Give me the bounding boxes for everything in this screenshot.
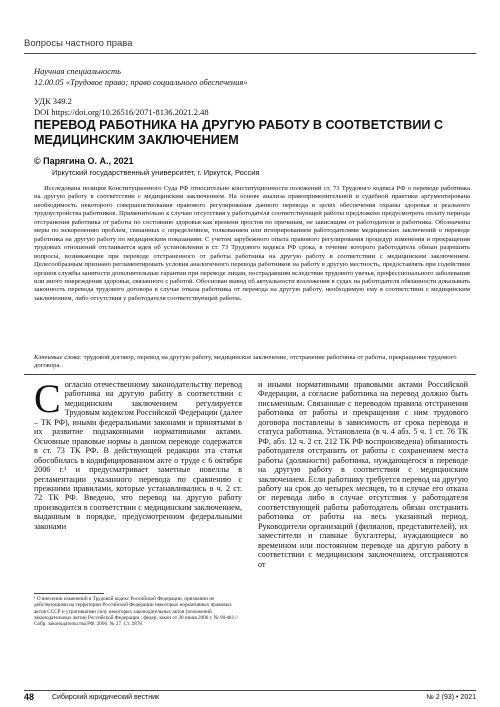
udc-code: УДК 349.2 — [34, 96, 72, 106]
drop-cap: С — [34, 380, 61, 421]
specialty-code: 12.00.05 «Трудовое право; право социального обеспечения» — [34, 77, 248, 87]
issue-number: № 2 (93) • 2021 — [426, 694, 476, 701]
section-header: Вопросы частного права — [24, 38, 133, 49]
body-column-left — [34, 380, 242, 590]
footnote-divider — [34, 593, 104, 594]
abstract: Исследована позиция Конституционного Суда РФ относительно конституционности положений ст. 73 Трудового кодекса РФ о переводе работника на другую работу в соответствии с медицинским заключением. На основе анализа правоприменительной и судебной практики аргументирована необходимость некоторого совершенствования правового регулирования данного перевода в целях обеспечения охраны здоровья и реального трудоустройства работников. Применительно к случаю отсутствия у работодателя соответствующей работы предложено предусмотреть оплату периода отстранения работника от работы по состоянию здоровья как времени простоя по причинам, не зависящим от работодателя и работника. Обозначены меры по искоренению проблем, связанных с определением, толкованием или игнорированием работодателями медицинских заключений о переводе работника на другую работу по медицинским показаниям. С учетом зарубежного опыта правового регулирования процедур изменения и прекращения трудовых отношений отстаивается идея об установлении в ст. 73 Трудового кодекса РФ срока, в течение которого работодатель обязан разрешить вопросы, возникающие при переводе отстраненного от работы работника на другую работу в соответствии с медицинским заключением. Целесообразным признано регламентировать условия аналогичного перевода работников на работу в другую местность, предоставлять при содействии органов службы занятости дополнительные гарантии при переводе лицам, пострадавшим вследствие трудового увечья, профессионального заболевания или иного повреждения здоровья, связанного с работой. Обоснован вывод об актуальности возложения в судах на работодателя обязанности доказывать законность перевода трудового договора в случае отказа работника от перевода на другую работу, необходимую ему в соответствии с медицинским заключением, либо отсутствия у работодателя соответствующей работы. — [34, 185, 470, 302]
body-column-right — [258, 380, 468, 690]
keywords-text: трудовой договор, перевод на другую работу, медицинское заключение, отстранение работника от работы, прекращение трудового договора. — [34, 354, 457, 370]
specialty-label: Научная специальность — [34, 66, 122, 76]
keywords — [34, 354, 470, 371]
author-line: © Парягина О. А., 2021 — [34, 156, 134, 166]
footnote: ¹ О внесении изменений в Трудовой кодекс Российской Федерации, признании не действующими на территории Российской Федерации некоторых нормативных правовых актов СССР и утратившими силу некоторых законодательных актов (положений законодательных актов) Российской Федерации : федер. закон от 30 июня 2006 г. № 90-ФЗ // Собр. законодательства РФ. 2006. № 27. Ст. 2878. — [34, 596, 238, 628]
journal-name: Сибирский юридический вестник — [52, 694, 160, 701]
body-text-right: и иными нормативными правовыми актами Российской Федерации, а согласие работника на перевод должно быть письменным. Связанные с переводом правила отстранения работника от работы и прекращения с ним трудового договора поставлены в зависимость от срока перевода и статуса работника. Установлена (в ч. 4 абз. 5 ч. 1 ст. 76 ТК РФ, абз. 12 ч. 2 ст. 212 ТК РФ воспроизведена) обязанность работодателя отстранить от работы с сохранением места работы (должности) работника, нуждающегося в переводе на другую работу в соответствии с медицинским заключением. Если работнику требуется перевод на другую работу на срок до четырех месяцев, то в случае его отказа от перевода либо в случае отсутствия у работодателя соответствующей работы работодатель обязан отстранить работника от работы на весь указанный период. Руководители организаций (филиалов, представителей), их заместители и главные бухгалтеры, нуждающиеся во временном или постоянном переводе на другую работу в соответствии с медицинским заключением, отстраняются от — [258, 380, 468, 569]
body-text-left: огласно отечественному законодательству перевод работника на другую работу в соответствии с медицинским заключением регулируется Трудовым кодексом Российской Федерации (далее – ТК РФ), иными федеральными законами и принятыми в их развитие подзаконными нормативными актами. Основные правовые нормы о данном переводе содержатся в ст. 73 ТК РФ. В действующей редакции эта статья обособилась в кодифицированном акте о труде с 6 октября 2006 г.¹ и предусматривает заметные новеллы в регламентации указанного перевода по сравнению с прежними правилами, которые устанавливались в ч. 2 ст. 72 ТК РФ. Введено, что перевод на другую работу производится в соответствии с медицинским заключением, выданным в порядке, предусмотренном федеральными законами — [34, 380, 242, 531]
article-title: ПЕРЕВОД РАБОТНИКА НА ДРУГУЮ РАБОТУ В СООТВЕТСТВИИ С МЕДИЦИНСКИМ ЗАКЛЮЧЕНИЕМ — [34, 118, 444, 147]
page-number: 48 — [24, 692, 35, 702]
body-divider — [24, 374, 476, 375]
specialty-block — [34, 66, 248, 88]
identifiers — [34, 96, 209, 118]
header-divider — [24, 53, 476, 54]
doi-link[interactable]: DOI https://doi.org/10.26516/2071-8136.2021.2.48 — [34, 107, 209, 117]
affiliation: Иркутский государственный университет, г. Иркутск, Россия — [52, 168, 260, 177]
footer-divider — [24, 690, 476, 691]
keywords-label: Ключевые слова: — [34, 354, 82, 361]
